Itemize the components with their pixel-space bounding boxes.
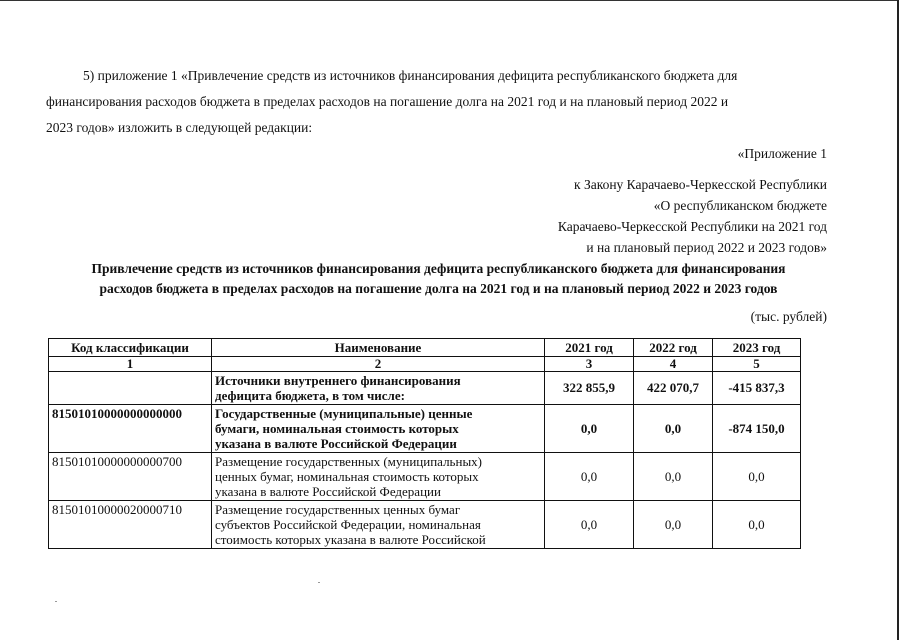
- name-line: Размещение государственных ценных бумаг: [215, 502, 461, 517]
- appendix-line: Карачаево-Черкесской Республики на 2021 год: [557, 219, 827, 234]
- appendix-line: «О республиканском бюджете: [653, 198, 827, 213]
- table-row: [49, 453, 801, 501]
- name-line: Размещение государственных (муниципальных): [215, 454, 483, 469]
- name-cell: [212, 453, 545, 501]
- value-2023: 0,0: [713, 501, 801, 549]
- value-2022: 422 070,7: [634, 372, 713, 405]
- name-cell: [212, 501, 545, 549]
- name-cell: [212, 405, 545, 453]
- intro-paragraph: [46, 63, 836, 141]
- header-2022: 2022 год: [634, 339, 713, 357]
- header-2021: 2021 год: [545, 339, 634, 357]
- name-line: дефицита бюджета, в том числе:: [215, 388, 405, 403]
- name-cell: [212, 372, 545, 405]
- budget-table: [48, 338, 801, 549]
- column-number: 2: [212, 357, 545, 372]
- intro-line: 5) приложение 1 «Привлечение средств из источников финансирования дефицита республиканского бюджета для: [83, 68, 738, 83]
- document-title-line: Привлечение средств из источников финансирования дефицита республиканского бюджета для финансирования: [91, 261, 786, 276]
- appendix-line: и на плановый период 2022 и 2023 годов»: [586, 240, 827, 255]
- value-2023: 0,0: [713, 453, 801, 501]
- appendix-header: [558, 143, 827, 258]
- intro-line: финансирования расходов бюджета в пределах расходов на погашение долга на 2021 год и на плановый период 2022 и: [46, 94, 729, 109]
- intro-line: 2023 годов» изложить в следующей редакции:: [46, 120, 313, 135]
- value-2023: -874 150,0: [713, 405, 801, 453]
- name-line: субъектов Российской Федерации, номинальная: [215, 517, 481, 532]
- table-row: [49, 501, 801, 549]
- table-row: [49, 405, 801, 453]
- column-number-row: [49, 357, 801, 372]
- header-name: Наименование: [212, 339, 545, 357]
- value-2021: 0,0: [545, 453, 634, 501]
- appendix-line: к Закону Карачаево-Черкесской Республики: [574, 177, 827, 192]
- name-line: Государственные (муниципальные) ценные: [215, 406, 473, 421]
- value-2021: 0,0: [545, 501, 634, 549]
- name-line: стоимость которых указана в валюте Российской: [215, 532, 486, 547]
- value-2023: -415 837,3: [713, 372, 801, 405]
- code-cell: 81501010000000000000: [49, 405, 212, 453]
- appendix-title: «Приложение 1: [737, 146, 827, 161]
- code-cell: 81501010000000000700: [49, 453, 212, 501]
- column-number: 1: [49, 357, 212, 372]
- column-number: 3: [545, 357, 634, 372]
- column-number: 5: [713, 357, 801, 372]
- header-code: Код классификации: [49, 339, 212, 357]
- code-cell: [49, 372, 212, 405]
- value-2021: 0,0: [545, 405, 634, 453]
- name-line: указана в валюте Российской Федерации: [215, 484, 441, 499]
- document-title: [46, 259, 831, 299]
- name-line: Источники внутреннего финансирования: [215, 373, 461, 388]
- value-2022: 0,0: [634, 405, 713, 453]
- units-label: (тыс. рублей): [750, 309, 827, 324]
- value-2022: 0,0: [634, 453, 713, 501]
- name-line: указана в валюте Российской Федерации: [215, 436, 457, 451]
- column-number: 4: [634, 357, 713, 372]
- scan-speck: [318, 582, 320, 583]
- value-2021: 322 855,9: [545, 372, 634, 405]
- code-cell: 81501010000020000710: [49, 501, 212, 549]
- document-title-line: расходов бюджета в пределах расходов на погашение долга на 2021 год и на плановый период 2022 и 2023 годов: [99, 281, 778, 296]
- header-2023: 2023 год: [713, 339, 801, 357]
- name-line: ценных бумаг, номинальная стоимость которых: [215, 469, 479, 484]
- scan-speck: [55, 601, 57, 602]
- table-row: [49, 372, 801, 405]
- scan-edge-top: [0, 0, 899, 1]
- name-line: бумаги, номинальная стоимость которых: [215, 421, 459, 436]
- value-2022: 0,0: [634, 501, 713, 549]
- table-header-row: [49, 339, 801, 357]
